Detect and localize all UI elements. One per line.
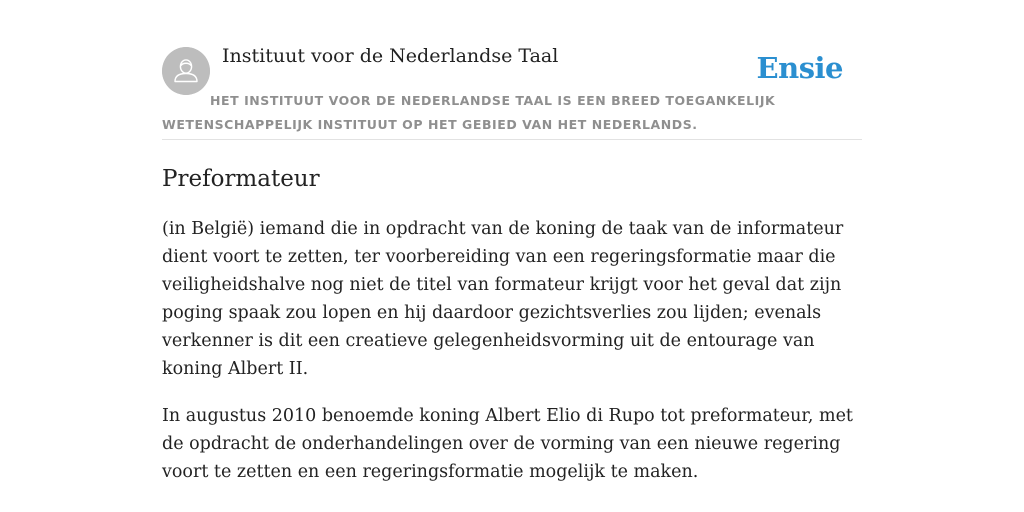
ensie-logo[interactable]: Ensie <box>756 51 843 85</box>
content-column <box>162 0 862 486</box>
article-title: Preformateur <box>162 166 320 192</box>
user-avatar-icon[interactable] <box>162 47 210 95</box>
source-header <box>162 0 862 140</box>
article-paragraph-2: In augustus 2010 benoemde koning Albert Elio di Rupo tot preformateur, met de opdracht de onderhandelingen over de vorming van een nieuwe regering voort te zetten en een regeringsformatie mogelijk te maken. <box>162 406 853 482</box>
article-paragraph-1: (in België) iemand die in opdracht van de koning de taak van de informateur dient voort te zetten, ter voorbereiding van een regeringsformatie maar die veiligheidshalve nog niet de titel van formateur krijgt voor het geval dat zijn poging spaak zou lopen en hij daardoor gezichtsverlies zou lijden; evenals verkenner is dit een creatieve gelegenheidsvorming uit de entourage van koning Albert II. <box>162 219 844 379</box>
source-author-link[interactable]: Instituut voor de Nederlandse Taal <box>222 45 559 67</box>
source-tagline: HET INSTITUUT VOOR DE NEDERLANDSE TAAL IS EEN BREED TOEGANKELIJK WETENSCHAPPELIJK INSTITUUT OP HET GEBIED VAN HET NEDERLANDS. <box>162 93 776 132</box>
